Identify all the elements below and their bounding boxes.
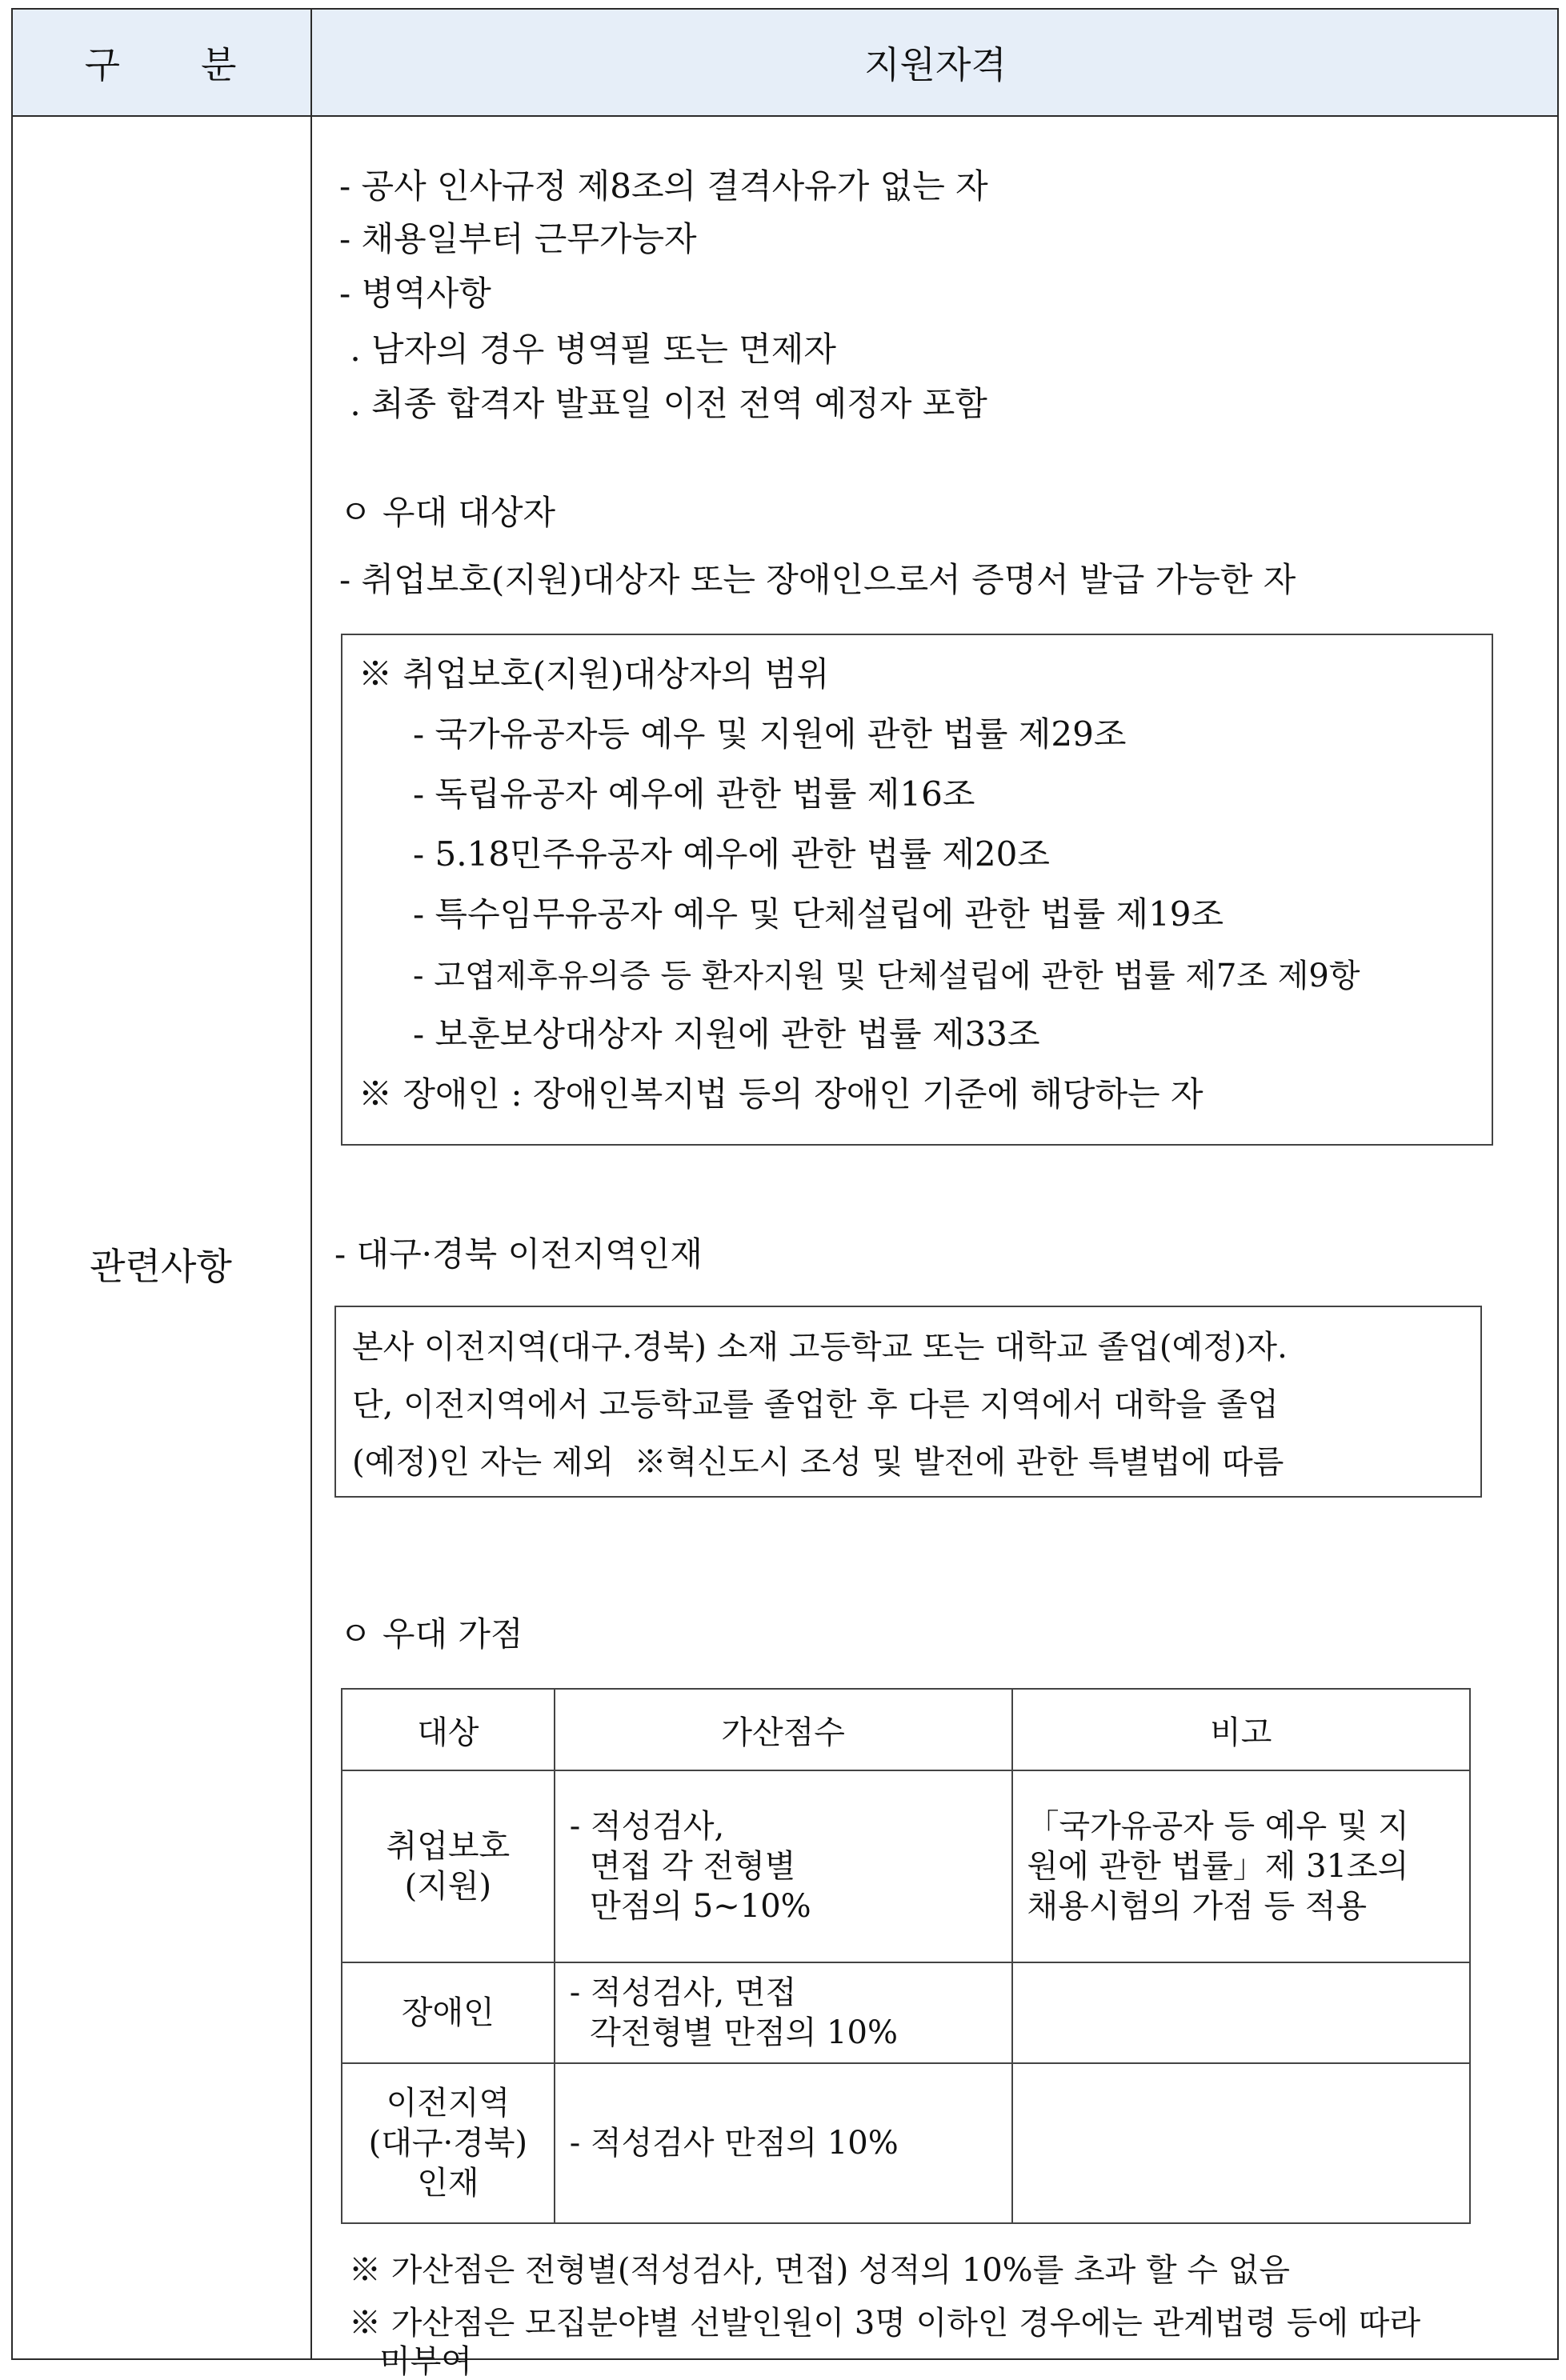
protection-scope-box <box>341 634 1493 1146</box>
column-divider <box>310 8 312 2360</box>
bonus-footnote: ※ 가산점은 전형별(적성검사, 면접) 성적의 10%를 초과 할 수 없음 <box>349 2252 1290 2289</box>
column-header: 가산점수 <box>555 1689 1012 1770</box>
points-cell <box>555 1770 1012 1962</box>
target-cell <box>342 1770 555 1962</box>
cell-text: (대구·경북) <box>368 2125 528 2162</box>
general-line: . 남자의 경우 병역필 또는 면제자 <box>339 330 836 369</box>
bonus-heading: ㅇ 우대 가점 <box>339 1614 523 1654</box>
relocation-heading: - 대구·경북 이전지역인재 <box>334 1234 703 1274</box>
cell-text: (지원) <box>404 1868 492 1905</box>
header-qualification: 지원자격 <box>864 43 1007 86</box>
bonus-footnote: 미부여 <box>349 2343 473 2380</box>
cell-text: 인재 <box>417 2165 479 2202</box>
cell-text: 장애인 <box>401 1994 495 2031</box>
cell-text: 취업보호 <box>386 1828 511 1865</box>
bonus-footnote: ※ 가산점은 모집분야별 선발인원이 3명 이하인 경우에는 관계법령 등에 따라 <box>349 2305 1421 2342</box>
header-category <box>11 8 310 117</box>
preference-line: - 취업보호(지원)대상자 또는 장애인으로서 증명서 발급 가능한 자 <box>339 560 1296 599</box>
note-cell <box>1012 1962 1470 2063</box>
protection-item: - 고엽제후유의증 등 환자지원 및 단체설립에 관한 법률 제7조 제9항 <box>413 958 1360 994</box>
general-line: - 병역사항 <box>339 274 491 313</box>
header-category-char-2: 분 <box>201 43 238 86</box>
target-cell <box>342 1962 555 2063</box>
column-header: 비고 <box>1012 1689 1470 1770</box>
general-line: - 채용일부터 근무가능자 <box>339 219 697 258</box>
bonus-table <box>341 1688 1471 2224</box>
protection-item: - 국가유공자등 예우 및 지원에 관한 법률 제29조 <box>413 714 1127 754</box>
header-category-char-1: 구 <box>84 43 121 86</box>
relocation-box-line: (예정)인 자는 제외 ※혁신도시 조성 및 발전에 관한 특별법에 따름 <box>352 1444 1284 1481</box>
protection-box-title: ※ 취업보호(지원)대상자의 범위 <box>358 654 830 694</box>
points-cell <box>555 1962 1012 2063</box>
disabled-note: ※ 장애인 : 장애인복지법 등의 장애인 기준에 해당하는 자 <box>358 1074 1204 1114</box>
column-header: 대상 <box>342 1689 555 1770</box>
cell-text: - 적성검사 만점의 10% <box>569 2125 899 2162</box>
protection-item: - 보훈보상대상자 지원에 관한 법률 제33조 <box>413 1014 1040 1054</box>
cell-text: 각전형별 만점의 10% <box>569 2014 898 2051</box>
target-cell <box>342 2063 555 2223</box>
general-line: - 공사 인사규정 제8조의 결격사유가 없는 자 <box>339 166 988 206</box>
table-row <box>342 2063 1470 2223</box>
cell-text: - 적성검사, 면접 <box>569 1974 797 2011</box>
cell-text: - 적성검사, <box>569 1808 725 1845</box>
cell-text: 만점의 5~10% <box>569 1888 811 1925</box>
cell-text: 「국가유공자 등 예우 및 지 <box>1027 1808 1409 1845</box>
protection-item: - 5.18민주유공자 예우에 관한 법률 제20조 <box>413 834 1050 874</box>
relocation-box-line: 단, 이전지역에서 고등학교를 졸업한 후 다른 지역에서 대학을 졸업 <box>352 1386 1279 1423</box>
cell-text: 원에 관한 법률」제 31조의 <box>1027 1848 1409 1885</box>
section-label-related: 관련사항 <box>90 1245 232 1288</box>
cell-text: 이전지역 <box>386 2085 511 2122</box>
points-cell <box>555 2063 1012 2223</box>
general-line: . 최종 합격자 발표일 이전 전역 예정자 포함 <box>339 384 987 423</box>
cell-text: 면접 각 전형별 <box>569 1848 796 1885</box>
note-cell <box>1012 1770 1470 1962</box>
bonus-table-header-row <box>342 1689 1470 1770</box>
preference-heading: ㅇ 우대 대상자 <box>339 493 556 532</box>
table-row <box>342 1770 1470 1962</box>
note-cell <box>1012 2063 1470 2223</box>
protection-item: - 특수임무유공자 예우 및 단체설립에 관한 법률 제19조 <box>413 894 1224 934</box>
table-row <box>342 1962 1470 2063</box>
relocation-box-line: 본사 이전지역(대구.경북) 소재 고등학교 또는 대학교 졸업(예정)자. <box>352 1329 1288 1366</box>
cell-text: 채용시험의 가점 등 적용 <box>1027 1888 1368 1925</box>
protection-item: - 독립유공자 예우에 관한 법률 제16조 <box>413 774 975 814</box>
